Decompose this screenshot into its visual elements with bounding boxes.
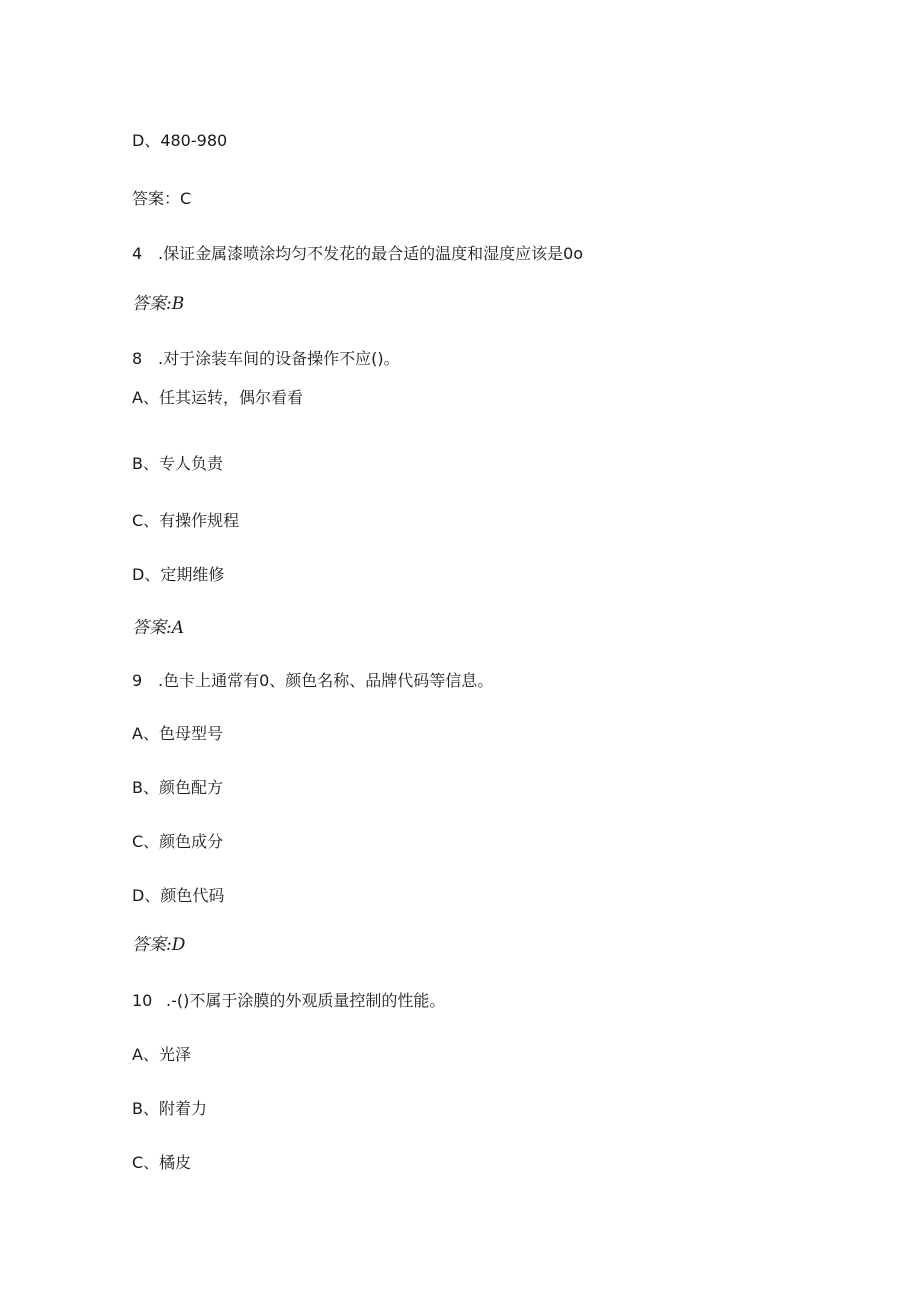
option-line: D、480-980 [132, 131, 228, 150]
question-text: .对于涂装车间的设备操作不应()。 [158, 349, 400, 368]
option-a: A、光泽 [132, 1045, 191, 1064]
question-4 [132, 244, 583, 264]
answer-line: 答案:B [132, 294, 185, 314]
option-b: B、颜色配方 [132, 778, 223, 797]
option-b: B、附着力 [132, 1099, 207, 1118]
question-number: 10 [132, 991, 153, 1010]
question-8 [132, 349, 400, 369]
option-c: C、有操作规程 [132, 511, 240, 530]
question-9 [132, 671, 493, 691]
option-b: B、专人负责 [132, 454, 223, 473]
question-10 [132, 991, 445, 1011]
answer-line: 答案：C [132, 189, 192, 208]
question-text: .保证金属漆喷涂均匀不发花的最合适的温度和湿度应该是0o [158, 244, 584, 263]
answer-line: 答案:D [132, 935, 186, 955]
question-number: 4 [132, 244, 143, 263]
option-c: C、橘皮 [132, 1153, 192, 1172]
question-text: .色卡上通常有0、颜色名称、品牌代码等信息。 [158, 671, 494, 690]
question-text: .-()不属于涂膜的外观质量控制的性能。 [166, 991, 446, 1010]
question-number: 8 [132, 349, 143, 368]
answer-line: 答案:A [132, 618, 185, 638]
option-d: D、定期维修 [132, 565, 225, 584]
option-d: D、颜色代码 [132, 886, 225, 905]
option-a: A、任其运转，偶尔看看 [132, 388, 303, 407]
option-c: C、颜色成分 [132, 832, 224, 851]
question-number: 9 [132, 671, 143, 690]
option-a: A、色母型号 [132, 724, 223, 743]
